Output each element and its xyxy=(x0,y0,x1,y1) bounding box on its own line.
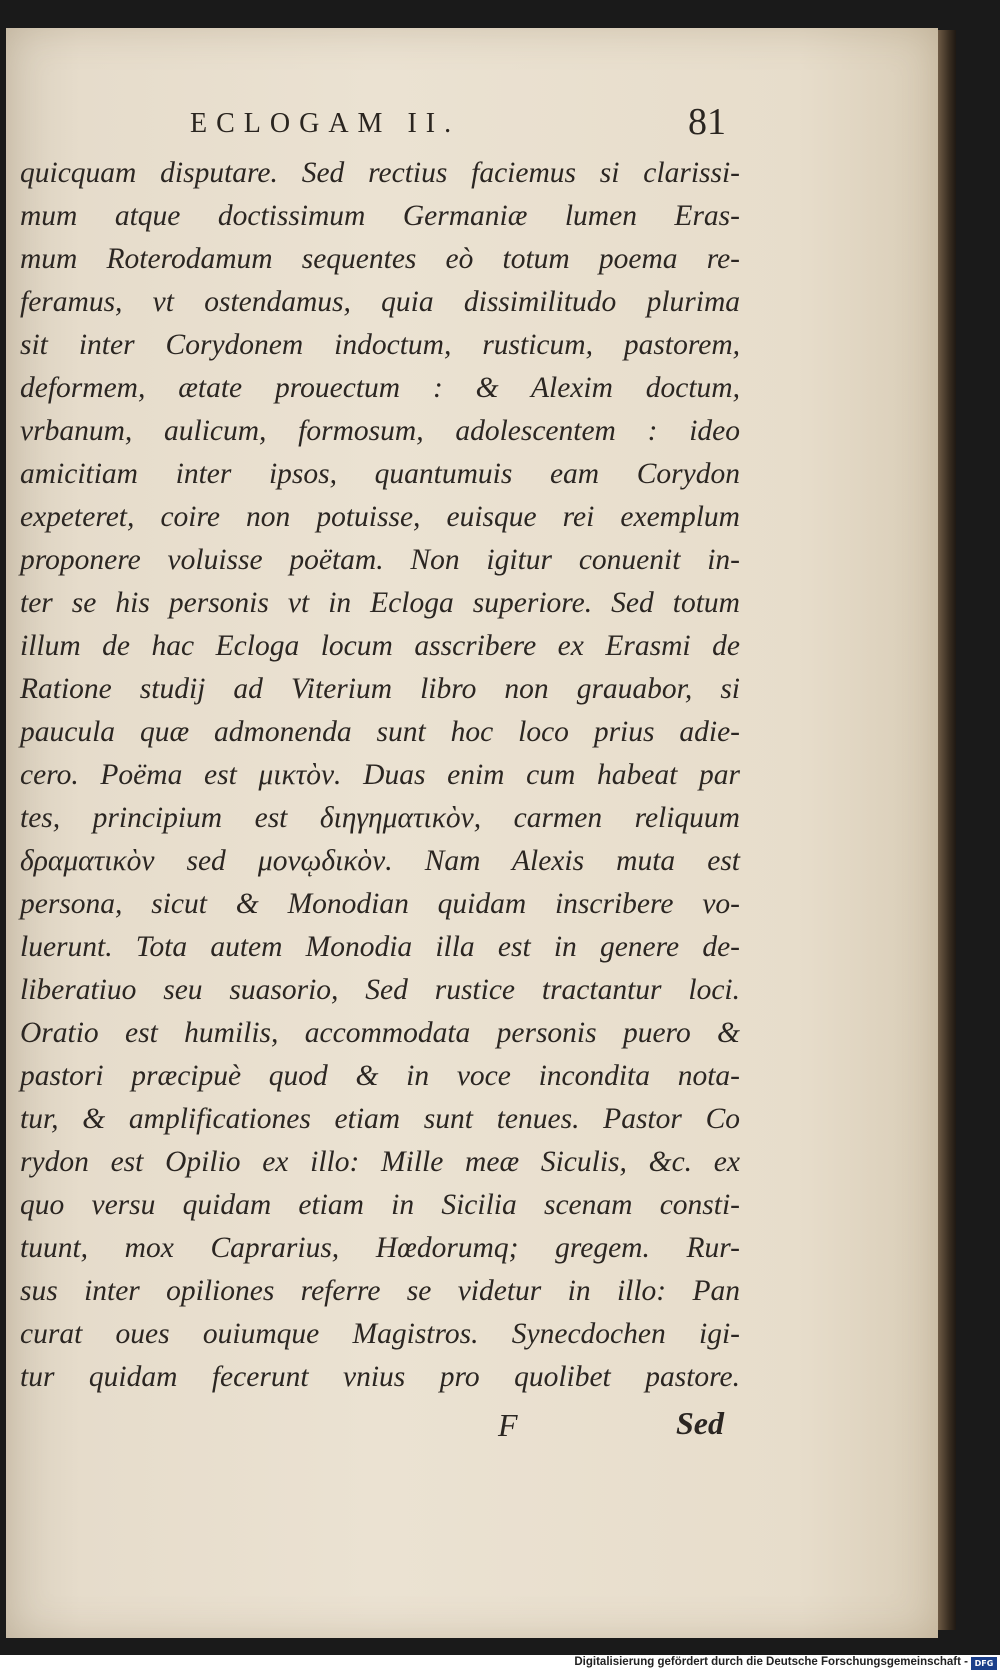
text-line: feramus, vt ostendamus, quia dissimilitudo plurima xyxy=(20,286,740,318)
text-line: tur, & amplificationes etiam sunt tenues. Pastor Co xyxy=(20,1103,740,1135)
text-line: persona, sicut & Monodian quidam inscribere vo- xyxy=(20,888,740,920)
text-line: curat oues ouiumque Magistros. Synecdochen igi- xyxy=(20,1318,740,1350)
dfg-logo: DFG xyxy=(971,1657,997,1670)
text-line: sit inter Corydonem indoctum, rusticum, pastorem, xyxy=(20,329,740,361)
text-line: mum atque doctissimum Germaniæ lumen Eras- xyxy=(20,200,740,232)
text-line: quo versu quidam etiam in Sicilia scenam consti- xyxy=(20,1189,740,1221)
page-number: 81 xyxy=(688,101,726,143)
page-edge xyxy=(938,30,956,1630)
signature-mark: F xyxy=(498,1407,518,1443)
text-line: expeteret, coire non potuisse, euisque rei exemplum xyxy=(20,501,740,533)
text-line: tes, principium est διηγηματικὸν, carmen reliquum xyxy=(20,802,740,834)
text-line: vrbanum, aulicum, formosum, adolescentem : ideo xyxy=(20,415,740,447)
text-line: liberatiuo seu suasorio, Sed rustice tractantur loci. xyxy=(20,974,740,1006)
funding-credit: Digitalisierung gefördert durch die Deutsche Forschungsgemeinschaft - xyxy=(574,1656,968,1668)
text-line: pastori præcipuè quod & in voce incondita nota- xyxy=(20,1060,740,1092)
text-line: tur quidam fecerunt vnius pro quolibet pastore. xyxy=(20,1361,740,1393)
text-line: paucula quæ admonenda sunt hoc loco prius adie- xyxy=(20,716,740,748)
text-line: deformem, ætate prouectum : & Alexim doctum, xyxy=(20,372,740,404)
running-head: ECLOGAM II. xyxy=(190,108,461,139)
text-line: Ratione studij ad Viterium libro non grauabor, si xyxy=(20,673,740,705)
text-line: amicitiam inter ipsos, quantumuis eam Corydon xyxy=(20,458,740,490)
text-line: tuunt, mox Caprarius, Hœdorumq; gregem. Rur- xyxy=(20,1232,740,1264)
text-line: proponere voluisse poëtam. Non igitur conuenit in- xyxy=(20,544,740,576)
text-line: mum Roterodamum sequentes eò totum poema re- xyxy=(20,243,740,275)
text-line: quicquam disputare. Sed rectius faciemus si clarissi- xyxy=(20,157,740,189)
catchword: Sed xyxy=(676,1405,724,1441)
text-line: ter se his personis vt in Ecloga superiore. Sed totum xyxy=(20,587,740,619)
footer-bar xyxy=(0,1655,1000,1673)
text-line: sus inter opiliones referre se videtur in illo: Pan xyxy=(20,1275,740,1307)
text-line: δραματικὸν sed μονῳδικὸν. Nam Alexis muta est xyxy=(20,845,740,877)
text-line: illum de hac Ecloga locum asscribere ex Erasmi de xyxy=(20,630,740,662)
text-line: luerunt. Tota autem Monodia illa est in genere de- xyxy=(20,931,740,963)
text-line: Oratio est humilis, accommodata personis puero & xyxy=(20,1017,740,1049)
text-line: cero. Poëma est μικτὸν. Duas enim cum habeat par xyxy=(20,759,740,791)
body-text xyxy=(20,152,740,1399)
text-line: rydon est Opilio ex illo: Mille meæ Siculis, &c. ex xyxy=(20,1146,740,1178)
